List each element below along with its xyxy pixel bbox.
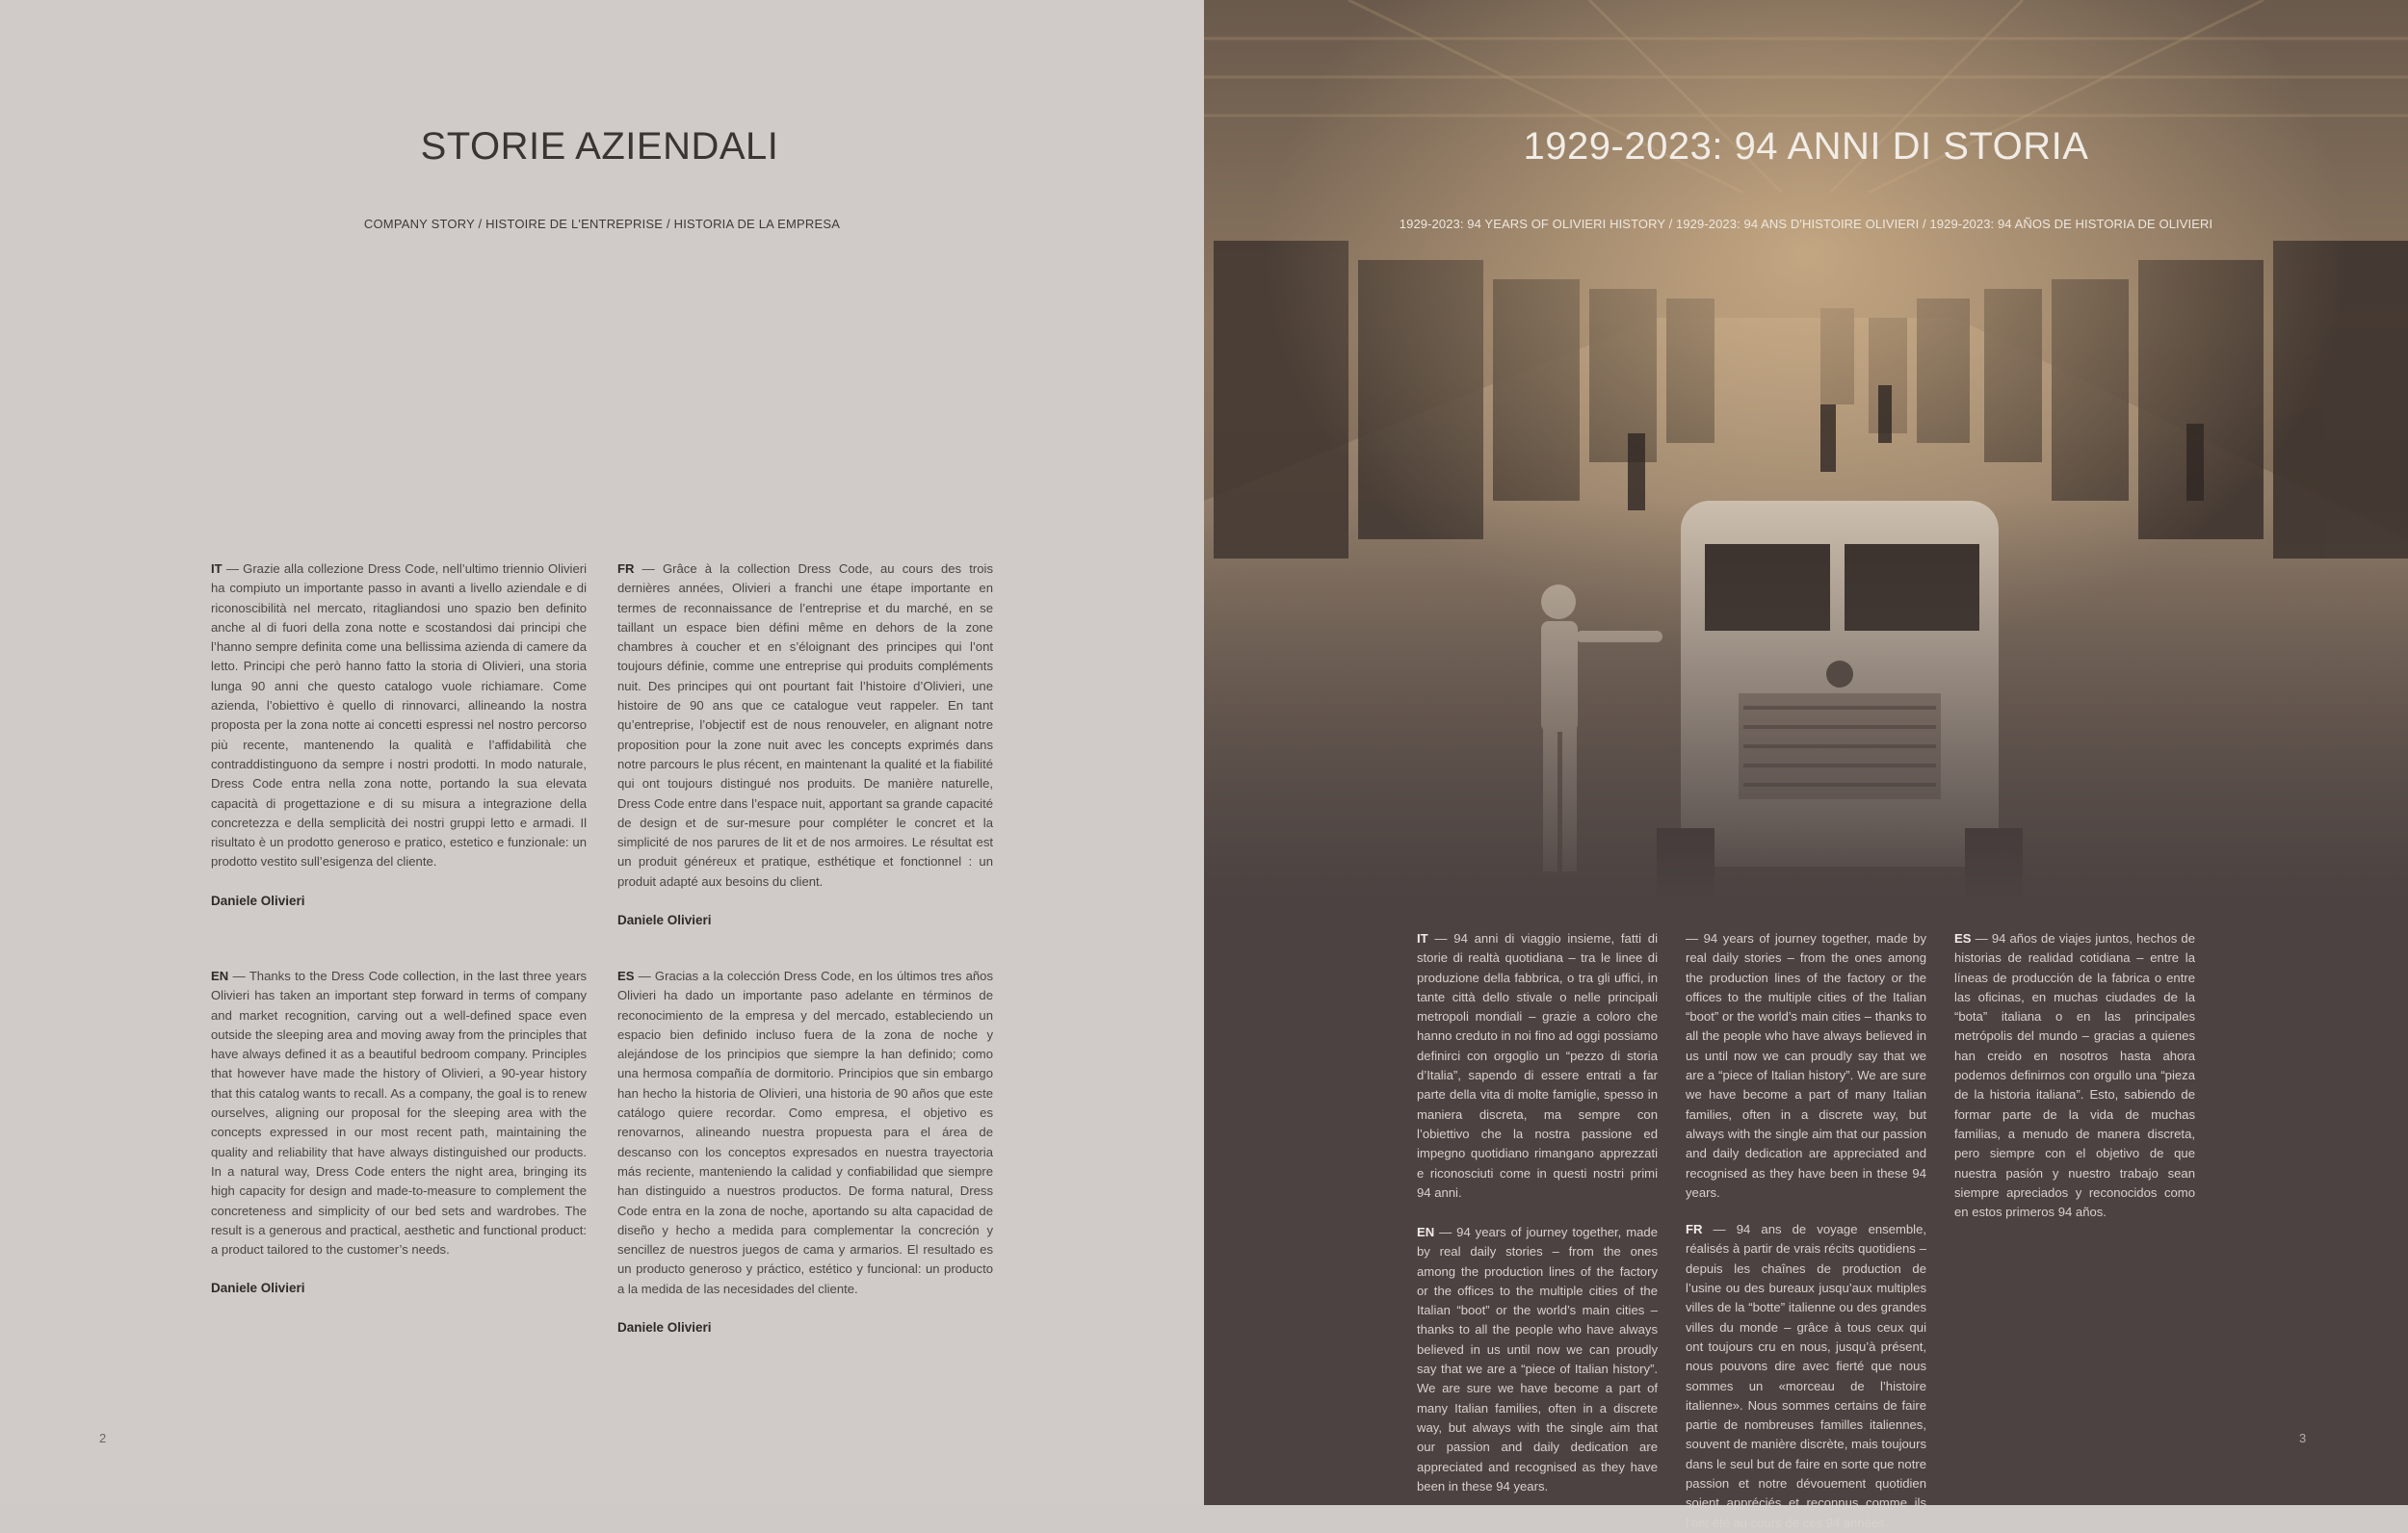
page-number: 2 (99, 1431, 107, 1445)
signature: Daniele Olivieri (211, 1281, 305, 1296)
lang-label: ES (1954, 931, 1972, 946)
text-column-2 (1686, 929, 1926, 1533)
left-page (0, 0, 1204, 1505)
paragraph-it (1417, 929, 1658, 1203)
page-title: 1929-2023: 94 ANNI DI STORIA (1523, 125, 2089, 168)
lang-label: IT (211, 561, 222, 576)
text-column-en (1417, 1223, 1658, 1494)
paragraph-text: — Gracias a la colección Dress Code, en los últimos tres años Olivieri ha dado un importante paso adelante en términos de reconocimiento de la empresa y del mercado, estableciendo un espacio bien definido incluso fuera de la zona de noche y alejándose de los principios que siempre la han definido; como una hermosa compañía de dormitorio. Principios que sin embargo han hecho la historia de Olivieri, una historia de 90 años que este catálogo quiere recordar. Como empresa, el objetivo es renovarnos, alineando nuestra propuesta para el área de descanso con los conceptos expresados en nuestra trayectoria más reciente, manteniendo la calidad y confiabilidad que siempre han distinguido a nuestros productos. De forma natural, Dress Code entra en la zona de noche, aportando su alta capacidad de diseño y hecho a medida para complementar la concreción y sencillez de nuestros juegos de cama y armarios. El resultado es un producto generoso y práctico, estético y funcional: un producto a la medida de las necesidades del cliente. (617, 969, 993, 1296)
paragraph-en (1417, 1223, 1658, 1496)
paragraph-text: — 94 ans de voyage ensemble, réalisés à partir de vrais récits quotidiens – depuis les chaînes de production de l’usine ou des bureaux jusqu’aux multiples villes de la “botte” italienne ou des grandes villes du monde – grâce à tous ceux qui ont toujours cru en nous, jusqu’à présent, nous pouvons dire avec fierté que nous sommes un «morceau de l’histoire italienne». Nous sommes certains de faire partie de nombreuses familles italiennes, souvent de manière discrète, mais toujours dans le seul but de faire en sorte que notre passion et notre dévouement quotidien soient appréciés et reconnus comme ils l’ont été au cours de ces 94 années. (1686, 1222, 1926, 1530)
page-title: STORIE AZIENDALI (420, 125, 779, 168)
lang-label: FR (617, 561, 635, 576)
page-subtitle: COMPANY STORY / HISTOIRE DE L'ENTREPRISE / HISTORIA DE LA EMPRESA (363, 217, 841, 231)
text-block-es (617, 967, 993, 1338)
text-block-fr (617, 559, 993, 930)
text-block-it (211, 559, 587, 911)
paragraph-text: — 94 años de viajes juntos, hechos de historias de realidad cotidiana – entre la líneas de producción de la fabrica o entre las oficinas, en muchas ciudades de la “bota” italiana o en las principales metrópolis del mundo – gracias a quienes han creido en nosotros hasta ahora podemos definirnos con orgullo una “pieza de la historia italiana”. Esto, sabiendo de formar parte de la vida de muchas familias, a menudo de manera discreta, pero siempre con el objetivo de que nuestra pasión y nuestro trabajo sean siempre apreciados y reconocidos como en estos primeros 94 años. (1954, 931, 2195, 1220)
text-column-1 (1417, 929, 1658, 1203)
paragraph-text: — 94 anni di viaggio insieme, fatti di storie di realtà quotidiana – tra le linee di produzione della fabbrica, o tra gli uffici, in tante città dello stivale o nelle principali metropoli mondiali – grazie a coloro che hanno creduto in noi fino ad oggi possiamo definirci con orgoglio un “pezzo di storia d’Italia”, sapendo di essere entrati a far parte della vita di molte famiglie, spesso in maniera discreta, ma sempre con l’obiettivo che la nostra passione ed impegno quotidiano rimangano apprezzati e riconosciuti come in questi nostri primi 94 anni. (1417, 931, 1658, 1200)
lang-label: EN (211, 969, 229, 983)
paragraph-text: — Grâce à la collection Dress Code, au cours des trois dernières années, Olivieri a franchi une étape importante en termes de reconnaissance de l’entreprise et du marché, en se taillant un espace bien défini même en dehors de la zone chambres à coucher et en s’éloignant des principes qui l’ont toujours définie, comme une entreprise qui produits compléments nuit. Des principes qui ont pourtant fait l’histoire d’Olivieri, une histoire de 90 ans que ce catalogue veut rappeler. En tant qu’entreprise, l’objectif est de nous renouveler, en alignant notre proposition pour la zone nuit avec les concepts exprimés dans notre parcours le plus récent, en maintenant la qualité et la fiabilité qui ont toujours distingué nos produits. De manière naturelle, Dress Code entre dans l’espace nuit, apportant sa grande capacité de design et de sur-mesure pour compléter le concret et la simplicité de nos parures de lit et de nos armoires. Le résultat est un produit généreux et pratique, esthétique et fonctionnel : un produit adapté aux besoins du client. (617, 561, 993, 889)
signature: Daniele Olivieri (617, 1320, 712, 1336)
paragraph-en (211, 967, 587, 1260)
paragraph-text: — Grazie alla collezione Dress Code, nell’ultimo triennio Olivieri ha compiuto un importante passo in avanti a livello aziendale e di riconoscibilità nel mercato, ritagliandosi uno spazio ben definito anche al di fuori della zona notte e scostandosi dai principi che l’hanno sempre definita come una bellissima azienda di camere da letto. Principi che però hanno fatto la storia di Olivieri, una storia lunga 90 anni che questo catalogo vuole richiamare. Come azienda, l’obiettivo è quello di rinnovarci, allineando la nostra proposta per la zona notte ai concetti espressi nel nostro percorso più recente, mantenendo la qualità e l’affidabilità che contraddistinguono da sempre i nostri prodotti. In modo naturale, Dress Code entra nella zona notte, portando la sua elevata capacità di progettazione e di su misura a integrazione della concretezza e della semplicità dei nostri gruppi letto e armadi. Il risultato è un prodotto generoso e pratico, estetico e funzionale: un prodotto vestito sull’esigenza del cliente. (211, 561, 587, 870)
lang-label: IT (1417, 931, 1428, 946)
paragraph-es (617, 967, 993, 1299)
text-column-3 (1954, 929, 2195, 1222)
signature: Daniele Olivieri (211, 893, 305, 908)
paragraph-en-continued (1686, 929, 1926, 1203)
page-number: 3 (2299, 1431, 2307, 1445)
signature: Daniele Olivieri (617, 913, 712, 928)
paragraph-text: — 94 years of journey together, made by real daily stories – from the ones among the production lines of the factory or the offices to the multiple cities of the Italian “boot” or the world’s main cities – thanks to all the people who have always believed in us until now we can proudly say that we are a “piece of Italian history”. We are sure we have become a part of many Italian families, often in a discrete way, but always with the single aim that our passion and daily dedication are appreciated and recognised as they have been in these 94 years. (1686, 931, 1926, 1200)
text-block-en (211, 967, 587, 1299)
paragraph-es (1954, 929, 2195, 1222)
lang-label: EN (1417, 1225, 1435, 1239)
paragraph-text: — Thanks to the Dress Code collection, in the last three years Olivieri has taken an important step forward in terms of company and market recognition, carving out a well-defined space even outside the sleeping area and moving away from the principles that have always defined it as a beautiful bedroom company. Principles that however have made the history of Olivieri, a 90-year history that this catalog wants to recall. As a company, the goal is to renew ourselves, aligning our proposal for the sleeping area with the concepts expressed in our most recent path, maintaining the quality and reliability that have always distinguished our products. In a natural way, Dress Code enters the night area, bringing its high capacity for design and made-to-measure to complement the concreteness and simplicity of our bed sets and wardrobes. The result is a generous and practical, aesthetic and functional product: a product tailored to the customer’s needs. (211, 969, 587, 1258)
paragraph-fr (1686, 1220, 1926, 1533)
paragraph-it (211, 559, 587, 872)
lang-label: FR (1686, 1222, 1703, 1237)
right-page (1204, 0, 2408, 1530)
lang-label: ES (617, 969, 635, 983)
paragraph-fr (617, 559, 993, 892)
page-subtitle: 1929-2023: 94 YEARS OF OLIVIERI HISTORY / 1929-2023: 94 ANS D'HISTOIRE OLIVIERI / 1929-2023: 94 AÑOS DE HISTORIA DE OLIVIERI (1399, 217, 2213, 231)
paragraph-text: — 94 years of journey together, made by real daily stories – from the ones among the production lines of the factory or the offices to the multiple cities of the Italian “boot” or the world’s main cities – thanks to all the people who have always believed in us until now we can proudly say that we are a “piece of Italian history”. We are sure we have become a part of many Italian families, often in a discrete way, but always with the single aim that our passion and daily dedication are appreciated and recognised as they have been in these 94 years. (1417, 1225, 1658, 1494)
